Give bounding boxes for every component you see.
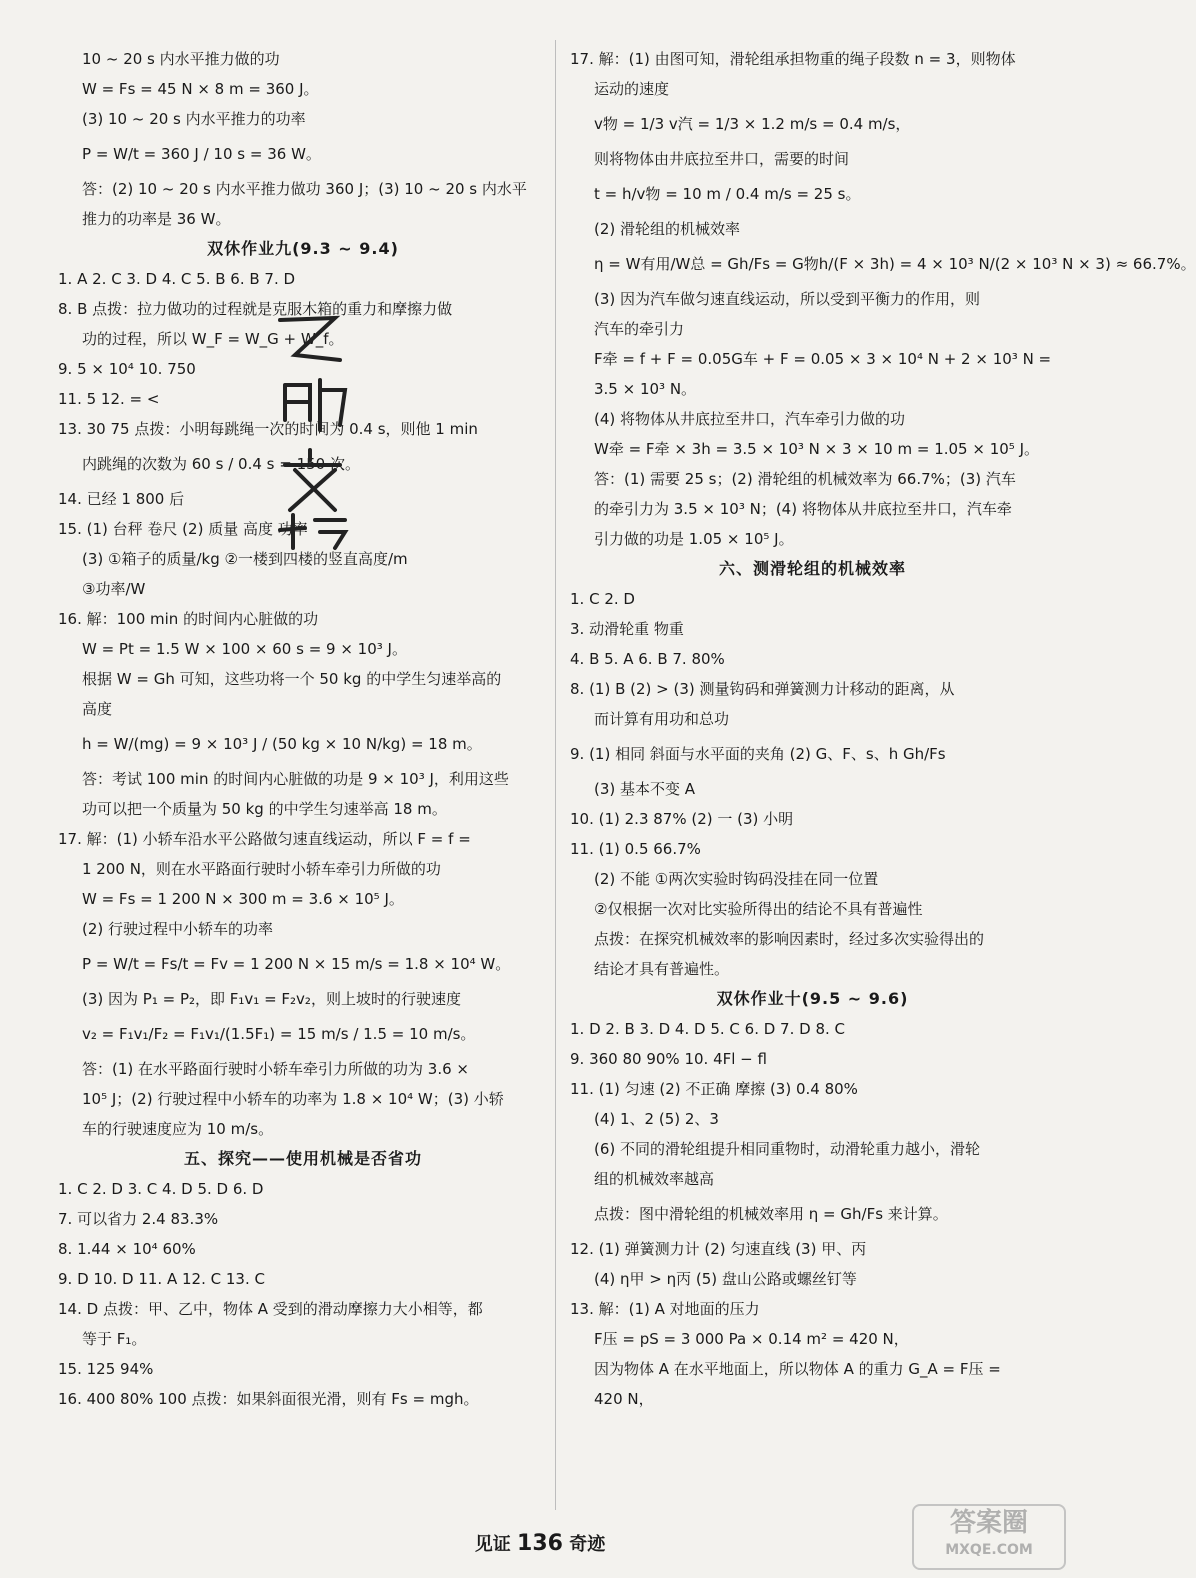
text-line: 3. 动滑轮重 物重 (570, 620, 684, 638)
text-line: (4) 将物体从井底拉至井口，汽车牵引力做的功 (594, 410, 906, 428)
text-line: (4) 1、2 (5) 2、3 (594, 1110, 719, 1128)
text-line: 16. 解：100 min 的时间内心脏做的功 (58, 610, 319, 628)
text-line: 的牵引力为 3.5 × 10³ N；(4) 将物体从井底拉至井口，汽车牵 (594, 500, 1012, 518)
text-line: 17. 解：(1) 小轿车沿水平公路做匀速直线运动，所以 F = f = (58, 830, 471, 848)
text-line: 则将物体由井底拉至井口，需要的时间 (594, 150, 850, 168)
text-line: 汽车的牵引力 (594, 320, 685, 338)
text-line: F压 = pS = 3 000 Pa × 0.14 m² = 420 N， (594, 1330, 909, 1348)
watermark-logo (912, 1504, 1066, 1570)
text-line: 内跳绳的次数为 60 s / 0.4 s = 150 次。 (82, 455, 360, 473)
text-line: (2) 滑轮组的机械效率 (594, 220, 741, 238)
text-line: (6) 不同的滑轮组提升相同重物时，动滑轮重力越小，滑轮 (594, 1140, 981, 1158)
text-line: 16. 400 80% 100 点拨：如果斜面很光滑，则有 Fs = mgh。 (58, 1390, 479, 1408)
text-line: 推力的功率是 36 W。 (82, 210, 231, 228)
text-line: t = h/v物 = 10 m / 0.4 m/s = 25 s。 (594, 185, 861, 203)
text-line: 1. A 2. C 3. D 4. C 5. B 6. B 7. D (58, 270, 296, 288)
text-line: 10. (1) 2.3 87% (2) 一 (3) 小明 (570, 810, 794, 828)
text-line: v物 = 1/3 v汽 = 1/3 × 1.2 m/s = 0.4 m/s， (594, 115, 911, 133)
text-line: 10 ~ 20 s 内水平推力做的功 (82, 50, 280, 68)
text-line: 14. D 点拨：甲、乙中，物体 A 受到的滑动摩擦力大小相等，都 (58, 1300, 483, 1318)
column-divider (555, 40, 556, 1510)
text-line: 9. (1) 相同 斜面与水平面的夹角 (2) G、F、s、h Gh/Fs (570, 745, 946, 763)
text-line: 答：考试 100 min 的时间内心脏做的功是 9 × 10³ J，利用这些 (82, 770, 509, 788)
text-line: ②仅根据一次对比实验所得出的结论不具有普遍性 (594, 900, 923, 918)
text-line: 8. B 点拨：拉力做功的过程就是克服木箱的重力和摩擦力做 (58, 300, 453, 318)
text-line: 11. (1) 匀速 (2) 不正确 摩擦 (3) 0.4 80% (570, 1080, 858, 1098)
text-line: 高度 (82, 700, 113, 718)
text-line: 车的行驶速度应为 10 m/s。 (82, 1120, 274, 1138)
text-line: (3) 10 ~ 20 s 内水平推力的功率 (82, 110, 306, 128)
text-line: 1. C 2. D 3. C 4. D 5. D 6. D (58, 1180, 264, 1198)
text-line: 1 200 N，则在水平路面行驶时小轿车牵引力所做的功 (82, 860, 441, 878)
text-line: 17. 解：(1) 由图可知，滑轮组承担物重的绳子段数 n = 3，则物体 (570, 50, 1016, 68)
text-line: (2) 不能 ①两次实验时钩码没挂在同一位置 (594, 870, 879, 888)
text-line: h = W/(mg) = 9 × 10³ J / (50 kg × 10 N/kg) = 18 m。 (82, 735, 482, 753)
text-line: 9. D 10. D 11. A 12. C 13. C (58, 1270, 265, 1288)
text-line: P = W/t = Fs/t = Fv = 1 200 N × 15 m/s = 1.8 × 10⁴ W。 (82, 955, 511, 973)
text-line: W = Pt = 1.5 W × 100 × 60 s = 9 × 10³ J。 (82, 640, 407, 658)
text-line: 8. (1) B (2) > (3) 测量钩码和弹簧测力计移动的距离，从 (570, 680, 955, 698)
text-line: 15. 125 94% (58, 1360, 154, 1378)
text-line: 14. 已经 1 800 后 (58, 490, 185, 508)
text-line: 7. 可以省力 2.4 83.3% (58, 1210, 219, 1228)
text-line: F牵 = f + F = 0.05G车 + F = 0.05 × 3 × 10⁴ N + 2 × 10³ N = (594, 350, 1052, 368)
text-line: 点拨：在探究机械效率的影响因素时，经过多次实验得出的 (594, 930, 985, 948)
text-line: (4) η甲 > η丙 (5) 盘山公路或螺丝钉等 (594, 1270, 857, 1288)
text-line: (3) 基本不变 A (594, 780, 696, 798)
text-line: 双休作业十(9.5 ~ 9.6) (716, 989, 909, 1008)
text-line: 1. D 2. B 3. D 4. D 5. C 6. D 7. D 8. C (570, 1020, 846, 1038)
text-line: 组的机械效率越高 (594, 1170, 715, 1188)
text-line: 4. B 5. A 6. B 7. 80% (570, 650, 725, 668)
text-line: (2) 行驶过程中小轿车的功率 (82, 920, 274, 938)
page-number: 136 (517, 1531, 563, 1556)
text-line: 13. 30 75 点拨：小明每跳绳一次的时间为 0.4 s，则他 1 min (58, 420, 478, 438)
text-line: W = Fs = 1 200 N × 300 m = 3.6 × 10⁵ J。 (82, 890, 404, 908)
text-line: 五、探究——使用机械是否省功 (183, 1149, 422, 1168)
watermark-url: MXQE.COM (945, 1542, 1033, 1558)
text-line: 因为物体 A 在水平地面上，所以物体 A 的重力 G_A = F压 = (594, 1360, 1001, 1378)
footer-right: 奇迹 (569, 1534, 606, 1555)
text-line: 答：(2) 10 ~ 20 s 内水平推力做功 360 J；(3) 10 ~ 20 s 内水平 (82, 180, 527, 198)
text-line: 答：(1) 需要 25 s；(2) 滑轮组的机械效率为 66.7%；(3) 汽车 (594, 470, 1016, 488)
text-line: W = Fs = 45 N × 8 m = 360 J。 (82, 80, 319, 98)
text-line: 3.5 × 10³ N。 (594, 380, 697, 398)
right-column (570, 44, 1196, 1414)
handwritten-annotation (265, 300, 355, 550)
text-line: 结论才具有普遍性。 (594, 960, 730, 978)
text-line: 等于 F₁。 (82, 1330, 147, 1348)
left-column (58, 44, 548, 1414)
text-line: 9. 5 × 10⁴ 10. 750 (58, 360, 196, 378)
text-line: 六、测滑轮组的机械效率 (718, 559, 906, 578)
text-line: 而计算有用功和总功 (594, 710, 730, 728)
text-line: 11. (1) 0.5 66.7% (570, 840, 701, 858)
text-line: W牵 = F牵 × 3h = 3.5 × 10³ N × 3 × 10 m = 1.05 × 10⁵ J。 (594, 440, 1039, 458)
text-line: 8. 1.44 × 10⁴ 60% (58, 1240, 196, 1258)
text-line: 13. 解：(1) A 对地面的压力 (570, 1300, 760, 1318)
text-line: η = W有用/W总 = Gh/Fs = G物h/(F × 3h) = 4 × 10³ N/(2 × 10³ N × 3) ≈ 66.7%。 (594, 255, 1196, 273)
text-line: 9. 360 80 90% 10. 4Fl − fl (570, 1050, 767, 1068)
text-line: 12. (1) 弹簧测力计 (2) 匀速直线 (3) 甲、丙 (570, 1240, 867, 1258)
text-line: ③功率/W (82, 580, 146, 598)
text-line: 运动的速度 (594, 80, 670, 98)
text-line: 答：(1) 在水平路面行驶时小轿车牵引力所做的功为 3.6 × (82, 1060, 469, 1078)
text-line: 根据 W = Gh 可知，这些功将一个 50 kg 的中学生匀速举高的 (82, 670, 502, 688)
text-line: (3) 因为 P₁ = P₂，即 F₁v₁ = F₂v₂，则上坡时的行驶速度 (82, 990, 461, 1008)
text-line: 1. C 2. D (570, 590, 635, 608)
text-line: 10⁵ J；(2) 行驶过程中小轿车的功率为 1.8 × 10⁴ W；(3) 小轿 (82, 1090, 504, 1108)
text-line: 引力做的功是 1.05 × 10⁵ J。 (594, 530, 794, 548)
watermark-title: 答案圈 (949, 1508, 1028, 1538)
text-line: 11. 5 12. = < (58, 390, 160, 408)
text-line: v₂ = F₁v₁/F₂ = F₁v₁/(1.5F₁) = 15 m/s / 1.5 = 10 m/s。 (82, 1025, 476, 1043)
footer-left: 见证 (474, 1534, 511, 1555)
text-line: 双休作业九(9.3 ~ 9.4) (207, 239, 399, 258)
text-line: 15. (1) 台秤 卷尺 (2) 质量 高度 功率 (58, 520, 308, 538)
text-line: P = W/t = 360 J / 10 s = 36 W。 (82, 145, 321, 163)
text-line: 功可以把一个质量为 50 kg 的中学生匀速举高 18 m。 (82, 800, 447, 818)
text-line: 点拨：图中滑轮组的机械效率用 η = Gh/Fs 来计算。 (594, 1205, 948, 1223)
text-line: 功的过程，所以 W_F = W_G + W_f。 (82, 330, 344, 348)
text-line: (3) 因为汽车做匀速直线运动，所以受到平衡力的作用，则 (594, 290, 981, 308)
text-line: (3) ①箱子的质量/kg ②一楼到四楼的竖直高度/m (82, 550, 408, 568)
text-line: 420 N， (594, 1390, 654, 1408)
